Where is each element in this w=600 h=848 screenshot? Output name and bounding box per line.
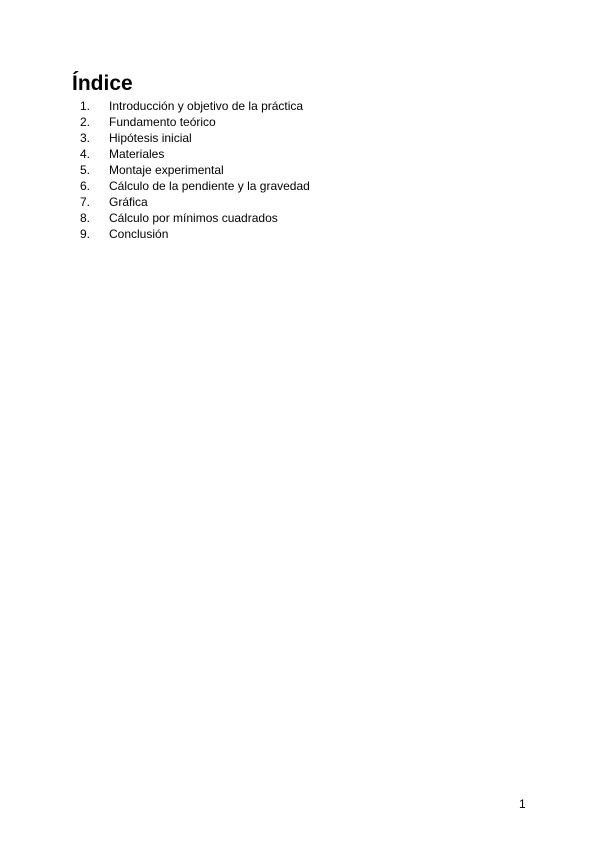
toc-item-label: Conclusión — [109, 227, 169, 241]
toc-item-2 — [80, 114, 310, 130]
toc-item-3 — [80, 130, 310, 146]
toc-item-label: Cálculo de la pendiente y la gravedad — [109, 179, 310, 193]
toc-item-8 — [80, 210, 310, 226]
toc-item-number: 8. — [80, 211, 91, 225]
toc-item-number: 7. — [80, 195, 91, 209]
toc-item-number: 3. — [80, 131, 91, 145]
toc-item-label: Introducción y objetivo de la práctica — [109, 99, 304, 113]
toc-item-number: 5. — [80, 163, 91, 177]
toc-item-number: 2. — [80, 115, 91, 129]
toc-item-label: Materiales — [109, 147, 165, 161]
toc-item-4 — [80, 146, 310, 162]
toc-item-label: Cálculo por mínimos cuadrados — [109, 211, 278, 225]
toc-item-label: Fundamento teórico — [109, 115, 216, 129]
toc-item-number: 4. — [80, 147, 91, 161]
toc-item-9 — [80, 226, 310, 242]
toc-item-label: Hipótesis inicial — [109, 131, 192, 145]
toc-item-label: Gráfica — [109, 195, 148, 209]
toc-item-number: 9. — [80, 227, 91, 241]
toc-item-number: 6. — [80, 179, 91, 193]
table-of-contents — [80, 98, 310, 242]
toc-item-6 — [80, 178, 310, 194]
page-number: 1 — [519, 797, 526, 811]
toc-item-number: 1. — [80, 99, 91, 113]
toc-item-label: Montaje experimental — [109, 163, 224, 177]
toc-item-5 — [80, 162, 310, 178]
toc-item-7 — [80, 194, 310, 210]
toc-item-1 — [80, 98, 310, 114]
page-title: Índice — [72, 72, 133, 95]
